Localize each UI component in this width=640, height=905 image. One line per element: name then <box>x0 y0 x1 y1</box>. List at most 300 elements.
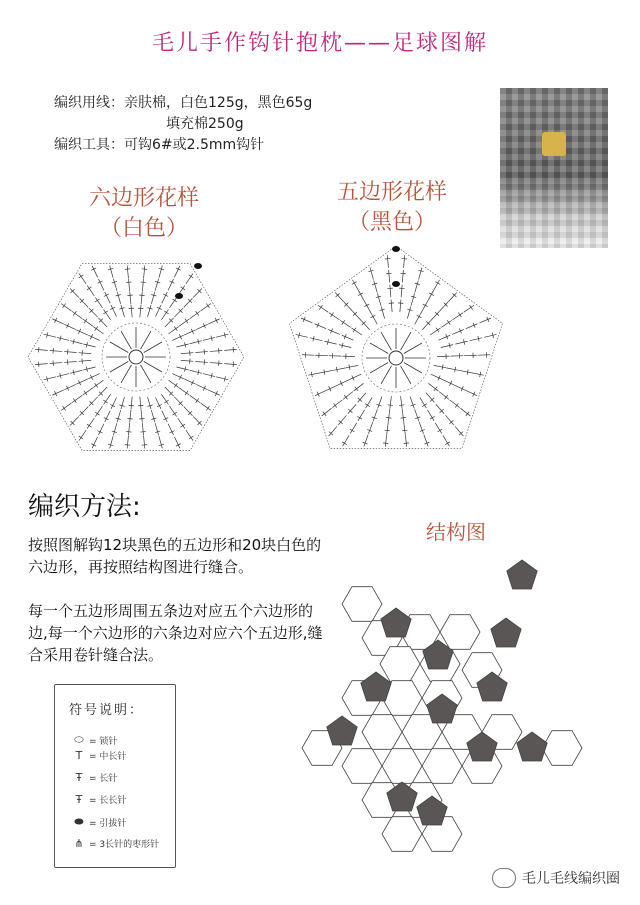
stitch-mark <box>447 320 450 324</box>
stitch-mark <box>216 334 228 337</box>
stitch-mark <box>470 305 473 309</box>
stitch-mark <box>415 313 421 324</box>
stitch-mark <box>117 292 120 304</box>
stitch-mark <box>35 349 48 350</box>
stitch-mark <box>127 418 132 419</box>
stitch-mark <box>79 353 92 354</box>
stitch-mark <box>419 422 423 434</box>
stitch-mark <box>174 437 179 448</box>
double-crochet-icon: Ŧ <box>75 771 83 784</box>
stitch-mark <box>174 266 179 277</box>
black-pentagon <box>507 560 537 589</box>
stitch-mark <box>421 302 427 313</box>
stitch-mark <box>193 416 202 425</box>
hexagon-crochet-chart <box>20 246 252 468</box>
stitch-mark <box>144 265 145 278</box>
stitch-mark <box>405 434 407 447</box>
stitch-mark <box>185 391 188 395</box>
stitch-mark <box>155 305 160 316</box>
stitch-mark <box>121 397 124 409</box>
stitch-mark <box>383 443 388 444</box>
stitch-mark <box>419 267 422 279</box>
stitch-mark <box>176 367 188 370</box>
stitch-mark <box>63 406 66 410</box>
black-pentagon <box>517 732 547 761</box>
stitch-mark <box>162 292 167 303</box>
stitch-mark <box>184 298 193 307</box>
stitch-mark <box>127 436 128 449</box>
stitch-mark <box>339 345 351 348</box>
stitch-mark <box>324 341 336 344</box>
stitch-mark <box>141 292 142 305</box>
legend-label: = 3长针的枣形针 <box>89 840 160 850</box>
stitch-mark <box>141 432 146 433</box>
stitch-mark <box>193 288 202 297</box>
stitch-mark <box>308 373 320 375</box>
stitch-mark <box>415 280 418 292</box>
stitch-mark <box>422 404 427 407</box>
stitch-mark <box>436 328 439 332</box>
legend-title: 符号说明： <box>69 703 145 718</box>
stitch-mark <box>208 390 219 395</box>
black-pentagon <box>381 608 411 637</box>
stitch-mark <box>155 279 158 291</box>
stitch-mark <box>70 370 82 373</box>
stitch-mark <box>138 308 143 309</box>
stitch-mark <box>404 363 422 374</box>
structure-diagram <box>300 550 590 870</box>
stitch-mark <box>370 267 373 279</box>
method-paragraph-2: 每一个五边形周围五条边对应五个六边形的边,每一个六边形的六条边对应六个五边形,缝合采用卷针缝合法。 <box>28 602 323 664</box>
legend-item <box>73 771 117 784</box>
pentagon-title-line2: （黑色） <box>347 210 436 235</box>
stitch-mark <box>357 416 362 419</box>
stitch-mark <box>64 361 77 362</box>
stitch-mark <box>296 334 308 337</box>
stitch-mark <box>404 255 405 268</box>
stitch-mark <box>358 293 363 296</box>
stitch-mark <box>50 350 63 351</box>
stitch-mark <box>44 377 56 380</box>
stitch-mark <box>189 275 193 278</box>
stitch-mark <box>431 374 442 379</box>
stitch-mark <box>190 370 202 373</box>
stitch-mark <box>142 269 147 270</box>
white-hexagon <box>342 587 382 622</box>
hexagon-title-line2: （白色） <box>99 216 188 241</box>
stitch-mark <box>479 318 491 323</box>
stitch-mark <box>400 300 401 313</box>
stitch-mark <box>410 397 414 409</box>
stitch-mark <box>172 374 183 379</box>
stitch-mark <box>83 344 95 347</box>
stitch-mark <box>407 306 410 318</box>
dc3-cluster-icon: ⋔ <box>74 837 84 850</box>
stitch-mark <box>184 330 195 335</box>
stitch-mark <box>129 308 134 309</box>
half-double-crochet-icon: T <box>75 749 83 762</box>
stitch-mark <box>401 285 402 298</box>
stitch-mark <box>110 404 115 406</box>
stitch-mark <box>144 342 162 353</box>
stitch-mark <box>323 412 326 416</box>
stitch-mark <box>387 255 388 268</box>
stitch-mark <box>142 445 147 446</box>
stitch-mark <box>331 313 334 317</box>
stitch-mark <box>176 344 188 347</box>
stitch-mark <box>387 422 389 435</box>
legend-label: = 引拔针 <box>89 818 127 829</box>
stitch-mark <box>103 311 107 314</box>
stitch-mark <box>445 442 450 445</box>
stitch-mark <box>381 332 392 350</box>
stitch-mark <box>159 436 162 448</box>
stitch-mark <box>98 424 103 435</box>
stitch-mark <box>359 291 365 302</box>
stitch-mark <box>434 365 446 367</box>
stitch-mark <box>452 330 464 335</box>
stitch-mark <box>144 362 162 373</box>
stitch-mark <box>466 412 469 416</box>
pentagon-pattern-title <box>322 178 462 238</box>
stitch-mark <box>342 320 345 324</box>
stitch-mark <box>125 269 130 270</box>
stitch-mark <box>328 330 340 335</box>
stitch-mark <box>371 313 377 324</box>
chart-outline <box>28 263 244 450</box>
stitch-mark <box>111 305 116 316</box>
stitch-mark <box>404 422 406 435</box>
stitch-mark <box>443 435 450 446</box>
stitch-mark <box>401 396 403 409</box>
stitch-mark <box>181 353 194 354</box>
stitch-mark <box>417 315 422 318</box>
treble-crochet-icon: Ŧ <box>75 793 83 806</box>
stitch-mark <box>89 397 98 406</box>
product-photo <box>500 88 608 248</box>
stitch-mark <box>374 280 377 292</box>
footer-text: 毛儿毛线编织圈 <box>522 871 620 887</box>
stitch-mark <box>310 338 322 341</box>
stitch-mark <box>402 409 404 422</box>
stitch-mark <box>44 334 56 337</box>
stitch-mark <box>176 444 181 446</box>
white-hexagon <box>422 749 462 784</box>
stitch-mark <box>333 368 345 370</box>
stitch-mark <box>301 318 313 323</box>
stitch-mark <box>321 370 333 372</box>
stitch-mark <box>110 436 113 448</box>
stitch-mark <box>87 424 91 427</box>
stitch-mark <box>401 417 406 418</box>
stitch-mark <box>64 324 75 329</box>
stitch-mark <box>435 282 440 285</box>
wechat-icon <box>492 868 516 888</box>
stitch-mark <box>128 423 129 436</box>
stitch-mark <box>104 418 109 420</box>
stitch-mark <box>98 279 103 290</box>
stitch-mark <box>471 373 483 375</box>
stitch-mark <box>203 337 215 340</box>
stitch-mark <box>88 374 99 379</box>
yarn-info: 编织用线：亲肤棉，白色125g，黑色65g <box>54 95 313 111</box>
stitch-mark <box>148 305 151 317</box>
black-pentagon <box>327 716 357 745</box>
stitch-mark <box>390 285 391 298</box>
white-hexagon <box>382 749 422 784</box>
stitch-mark <box>163 418 168 420</box>
stitch-mark <box>224 364 237 365</box>
stitch-mark <box>141 282 146 283</box>
hexagon-title-line1: 六边形花样 <box>88 186 199 211</box>
stitch-mark <box>98 387 107 396</box>
stitch-mark <box>130 410 131 423</box>
stitch-mark <box>113 423 116 435</box>
stitch-mark <box>57 374 69 377</box>
white-hexagon <box>382 817 422 852</box>
pentagon-crochet-chart <box>280 240 512 470</box>
stitch-mark <box>79 436 83 439</box>
stitch-mark <box>121 305 124 317</box>
stitch-mark <box>385 430 390 431</box>
stitch-mark <box>76 379 87 384</box>
stitch-mark <box>50 363 63 364</box>
stitch-mark <box>110 362 128 373</box>
stitch-mark <box>141 410 142 423</box>
stitch-mark <box>95 412 99 415</box>
stitch-mark <box>203 374 215 377</box>
pentagon-title-line1: 五边形花样 <box>336 180 447 205</box>
stitch-mark <box>95 326 98 330</box>
stitch-mark <box>98 281 103 283</box>
stitch-mark <box>385 434 387 447</box>
stitch-mark <box>181 424 185 427</box>
stitch-mark <box>57 337 69 340</box>
stitch-mark <box>370 363 388 374</box>
stitch-mark <box>170 281 175 283</box>
stitch-mark <box>435 423 442 434</box>
stitch-mark <box>79 360 92 361</box>
tools-info: 编织工具：可钩6#或2.5mm钩针 <box>54 137 265 153</box>
stitch-mark <box>127 295 132 296</box>
stitch-mark <box>141 365 152 383</box>
stitch-mark <box>190 341 202 344</box>
stitch-mark <box>389 270 390 283</box>
stitch-mark <box>386 417 391 418</box>
stitch-mark <box>210 363 223 364</box>
slip-stitch-icon: ⬬ <box>74 815 84 828</box>
legend-item <box>73 749 126 762</box>
filling-info: 填充棉250g <box>166 116 244 132</box>
stitch-mark <box>343 435 350 446</box>
stitch-mark <box>411 293 414 305</box>
stitch-mark <box>126 432 131 433</box>
stitch-mark <box>373 409 377 421</box>
stitch-mark <box>103 400 107 403</box>
stitch-mark <box>454 385 465 390</box>
stitch-mark <box>402 430 407 431</box>
magic-ring <box>129 350 143 364</box>
stitch-mark <box>170 431 175 433</box>
stitch-mark <box>366 397 373 408</box>
stitch-mark <box>142 423 143 436</box>
stitch-mark <box>484 334 496 337</box>
stitch-mark <box>174 308 183 317</box>
stitch-mark <box>470 338 482 341</box>
stitch-mark <box>155 398 160 409</box>
stitch-mark <box>110 307 115 309</box>
white-hexagon <box>440 615 480 650</box>
stitch-mark <box>110 266 113 278</box>
stitch-mark <box>148 397 151 409</box>
stitch-mark <box>164 400 168 403</box>
stitch-mark <box>144 436 145 449</box>
stitch-mark <box>364 304 369 307</box>
stitch-mark <box>87 287 91 290</box>
stitch-mark <box>371 315 376 318</box>
stitch-mark <box>91 444 96 446</box>
stitch-mark <box>128 279 129 292</box>
stitch-mark <box>159 266 162 278</box>
stitch-mark <box>117 410 120 422</box>
stitch-mark <box>370 343 388 354</box>
stitch-mark <box>334 403 337 407</box>
white-hexagon <box>362 715 402 750</box>
legend-item <box>73 793 126 806</box>
stitch-mark <box>64 352 77 353</box>
stitch-mark <box>388 409 390 422</box>
structure-title: 结构图 <box>426 520 486 544</box>
stitch-mark <box>365 404 370 407</box>
stitch-mark <box>458 313 461 317</box>
stitch-mark <box>315 390 326 395</box>
white-hexagon <box>342 749 382 784</box>
stitch-mark <box>155 423 158 435</box>
stitch-mark <box>455 341 467 344</box>
stitch-mark <box>105 411 110 422</box>
stitch-mark <box>438 335 450 340</box>
stitch-mark <box>168 424 173 435</box>
stitch-mark <box>466 390 477 395</box>
stitch-mark <box>125 445 130 446</box>
stitch-mark <box>184 379 195 384</box>
stitch-mark <box>350 374 361 379</box>
stitch-mark <box>466 324 478 329</box>
stitch-mark <box>438 429 443 432</box>
stitch-mark <box>338 380 349 385</box>
stitch-mark <box>459 370 471 372</box>
black-pentagon <box>361 672 391 701</box>
stitch-mark <box>342 442 347 445</box>
stitch-mark <box>358 410 365 421</box>
stitch-mark <box>206 406 209 410</box>
stitch-mark <box>355 387 358 391</box>
stitch-mark <box>140 305 141 318</box>
stitch-mark <box>377 293 380 305</box>
stitch-mark <box>84 391 87 395</box>
hexagon-pattern-title <box>74 184 214 244</box>
stitch-mark <box>315 324 327 329</box>
stitch-mark <box>80 407 89 416</box>
stitch-mark <box>404 443 409 444</box>
stitch-mark <box>368 422 372 434</box>
stitch-mark <box>98 318 107 327</box>
legend-label: = 锁针 <box>89 736 118 747</box>
stitch-mark <box>35 364 48 365</box>
stitch-mark <box>206 304 209 308</box>
stitch-mark <box>208 319 219 324</box>
slip-stitch-marker <box>194 263 202 269</box>
stitch-mark <box>185 319 188 323</box>
legend-item <box>73 815 126 829</box>
stitch-mark <box>184 407 193 416</box>
stitch-mark <box>113 279 116 291</box>
stitch-mark <box>378 397 382 409</box>
stitch-mark <box>430 416 435 419</box>
stitch-mark <box>76 330 87 335</box>
stitch-mark <box>381 306 384 318</box>
stitch-mark <box>126 282 131 283</box>
stitch-mark <box>174 383 177 387</box>
legend-label: = 长针 <box>89 774 118 784</box>
stitch-mark <box>424 435 428 447</box>
page-title: 毛儿手作钩针抱枕——足球图解 <box>151 31 488 56</box>
stitch-mark <box>196 311 199 315</box>
stitch-mark <box>64 384 75 389</box>
stitch-mark <box>350 423 357 434</box>
stitch-mark <box>168 279 173 290</box>
stitch-mark <box>172 412 176 415</box>
stitch-mark <box>402 270 403 283</box>
slip-stitch-marker <box>392 281 400 287</box>
legend-item <box>73 733 117 747</box>
stitch-mark <box>70 416 79 425</box>
stitch-mark <box>95 299 99 302</box>
stitch-mark <box>52 319 63 324</box>
stitch-mark <box>151 292 154 304</box>
stitch-mark <box>364 435 368 447</box>
stitch-mark <box>138 405 143 406</box>
stitch-mark <box>164 311 168 314</box>
symbol-legend <box>54 684 176 868</box>
stitch-mark <box>196 384 207 389</box>
stitch-mark <box>88 335 99 340</box>
stitch-mark <box>131 397 132 410</box>
stitch-mark <box>390 396 392 409</box>
stitch-mark <box>216 377 228 380</box>
footer-watermark <box>492 868 620 888</box>
stitch-mark <box>172 299 176 302</box>
stitch-mark <box>165 318 174 327</box>
stitch-mark <box>174 397 183 406</box>
stitch-mark <box>70 288 79 297</box>
stitch-mark <box>433 280 439 291</box>
stitch-mark <box>196 398 199 402</box>
stitch-mark <box>195 361 208 362</box>
stitch-mark <box>89 308 98 317</box>
stitch-mark <box>91 268 96 270</box>
stitch-mark <box>140 397 141 410</box>
stitch-mark <box>195 352 208 353</box>
stitch-mark <box>92 266 97 277</box>
stitch-mark <box>73 311 76 315</box>
stitch-mark <box>181 360 194 361</box>
stitch-mark <box>129 405 134 406</box>
stitch-mark <box>92 437 97 448</box>
stitch-mark <box>327 385 338 390</box>
chain-stitch-icon: ⬭ <box>74 733 84 746</box>
slip-stitch-marker <box>175 293 183 299</box>
